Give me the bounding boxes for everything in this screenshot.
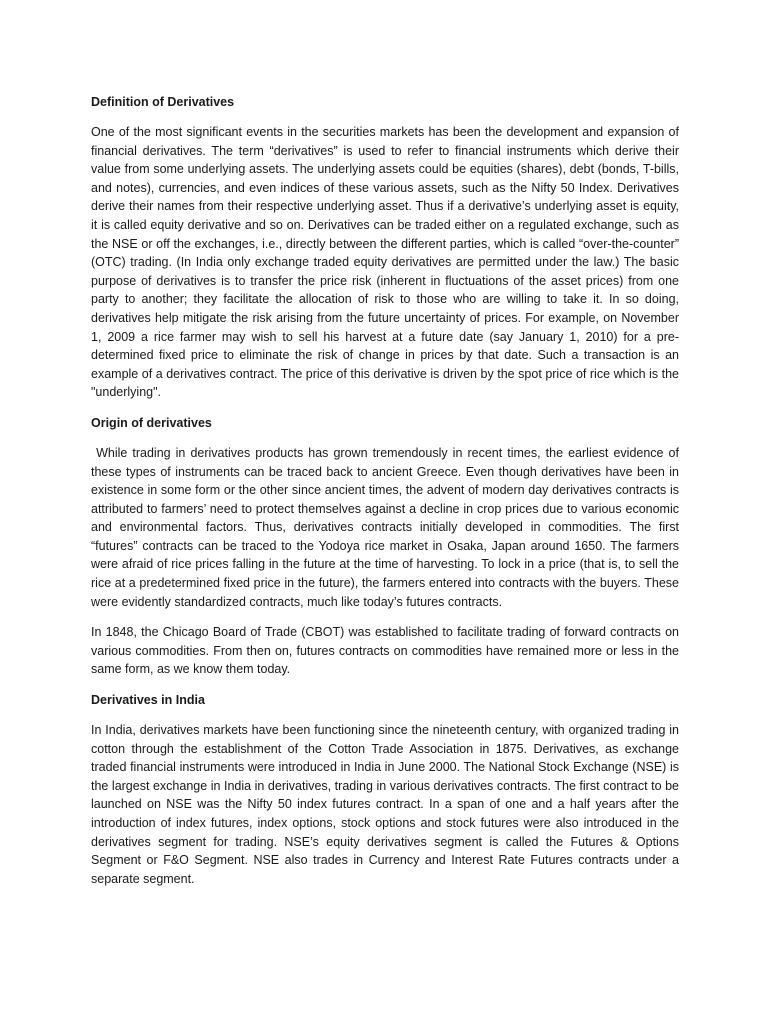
paragraph-origin-2: In 1848, the Chicago Board of Trade (CBOT) was established to facilitate trading of forward contracts on various commodities. From then on, futures contracts on commodities have remained more or less in the same form, as we know them today. bbox=[91, 625, 679, 677]
paragraph-definition: One of the most significant events in the securities markets has been the development and expansion of financial derivatives. The term “derivatives” is used to refer to financial instruments which derive their value from some underlying assets. The underlying assets could be equities (shares), debt (bonds, T-bills, and notes), currencies, and even indices of these various assets, such as the Nifty 50 Index. Derivatives derive their names from their respective underlying asset. Thus if a derivative’s underlying asset is equity, it is called equity derivative and so on. Derivatives can be traded either on a regulated exchange, such as the NSE or off the exchanges, i.e., directly between the different parties, which is called “over-the-counter” (OTC) trading. (In India only exchange traded equity derivatives are permitted under the law.) The basic purpose of derivatives is to transfer the price risk (inherent in fluctuations of the asset prices) from one party to another; they facilitate the allocation of risk to those who are willing to take it. In so doing, derivatives help mitigate the risk arising from the future uncertainty of prices. For example, on November 1, 2009 a rice farmer may wish to sell his harvest at a future date (say January 1, 2010) for a pre-determined fixed price to eliminate the risk of change in prices by that date. Such a transaction is an example of a derivatives contract. The price of this derivative is driven by the spot price of rice which is the "underlying". bbox=[91, 125, 679, 400]
paragraph-origin-1: While trading in derivatives products has grown tremendously in recent times, the earliest evidence of these types of instruments can be traced back to ancient Greece. Even though derivatives have been in existence in some form or the other since ancient times, the advent of modern day derivatives contracts is attributed to farmers’ need to protect themselves against a decline in crop prices due to various economic and environmental factors. Thus, derivatives contracts initially developed in commodities. The first “futures” contracts can be traced to the Yodoya rice market in Osaka, Japan around 1650. The farmers were afraid of rice prices falling in the future at the time of harvesting. To lock in a price (that is, to sell the rice at a predetermined fixed price in the future), the farmers entered into contracts with the buyers. These were evidently standardized contracts, much like today’s futures contracts. bbox=[91, 445, 683, 609]
section-heading-origin: Origin of derivatives bbox=[91, 415, 212, 430]
section-heading-definition: Definition of Derivatives bbox=[91, 95, 235, 109]
paragraph-india: In India, derivatives markets have been functioning since the nineteenth century, with organized trading in cotton through the establishment of the Cotton Trade Association in 1875. Derivatives, as exchange traded financial instruments were introduced in India in June 2000. The National Stock Exchange (NSE) is the largest exchange in India in derivatives, trading in various derivatives contracts. The first contract to be launched on NSE was the Nifty 50 index futures contract. In a span of one and a half years after the introduction of index futures, index options, stock options and stock futures were also introduced in the derivatives segment for trading. NSE’s equity derivatives segment is called the Futures & Options Segment or F&O Segment. NSE also trades in Currency and Interest Rate Futures contracts under a separate segment. bbox=[91, 723, 679, 886]
section-heading-india: Derivatives in India bbox=[91, 693, 205, 708]
document-page bbox=[91, 93, 683, 900]
